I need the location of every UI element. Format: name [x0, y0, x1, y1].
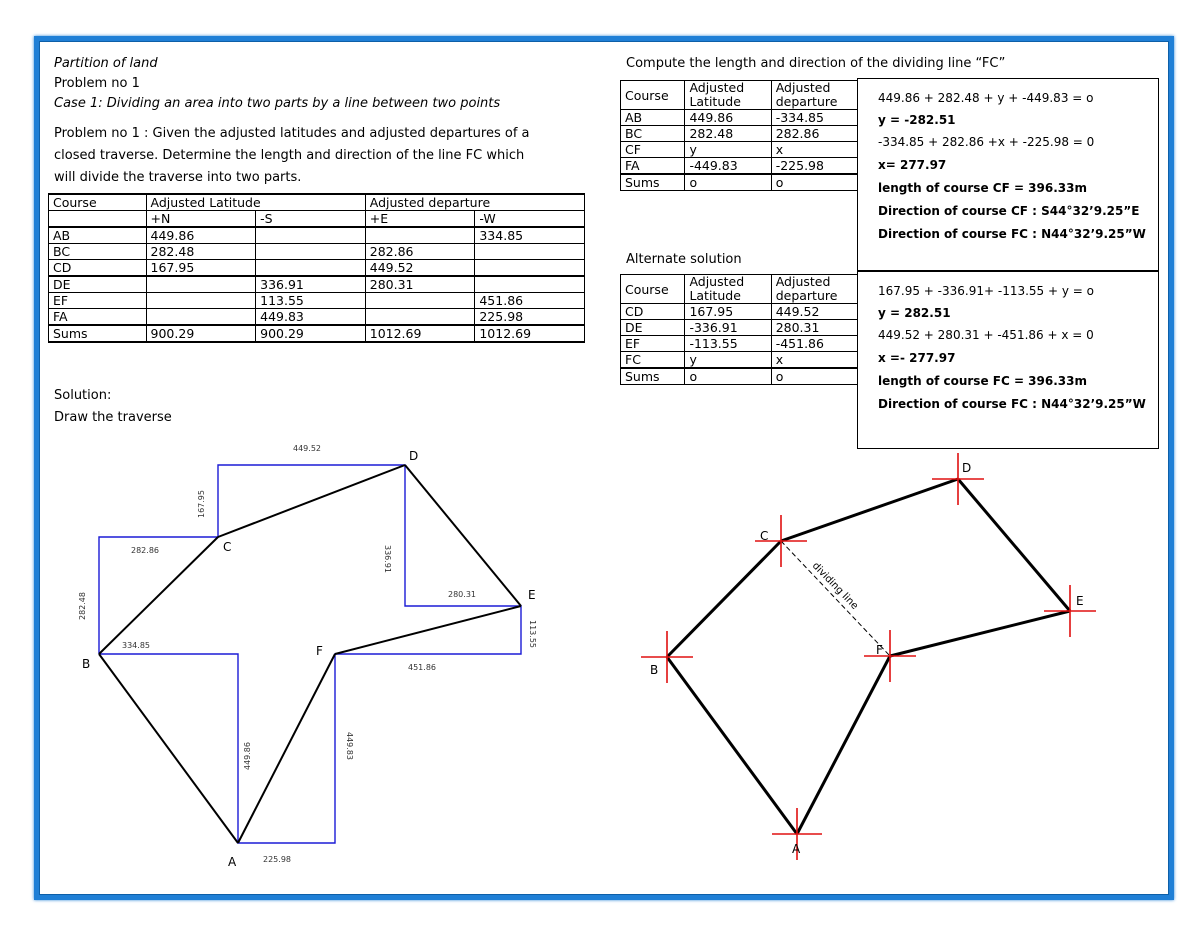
dividing-line-label: dividing line: [809, 560, 861, 612]
table-row: DE 336.91 280.31: [49, 276, 585, 293]
line-ef: [890, 611, 1070, 656]
table-row: BC 282.48 282.86: [49, 244, 585, 260]
compute-title: Compute the length and direction of the dividing line “FC”: [626, 56, 1006, 71]
table-row: EF 113.55 451.86: [49, 293, 585, 309]
header-departure: Adjusted departure: [771, 81, 857, 110]
label-b: B: [650, 663, 659, 677]
draw-label: Draw the traverse: [54, 410, 172, 425]
direction-cf: Direction of course CF : S44°32’9.25”E: [878, 204, 1140, 218]
dividing-line: [781, 541, 890, 656]
label-a: A: [792, 842, 801, 856]
solution-label: Solution:: [54, 388, 112, 403]
dim-ab-dep: 334.85: [122, 641, 150, 650]
label-b: B: [82, 657, 91, 671]
equation-departure: -334.85 + 282.86 +x + -225.98 = 0: [878, 135, 1095, 149]
header-latitude: Adjusted Latitude: [685, 275, 771, 304]
header-s: -S: [256, 211, 366, 228]
label-f: F: [316, 644, 323, 658]
label-e: E: [528, 588, 536, 602]
header-w: -W: [475, 211, 585, 228]
table-row: CF y x: [621, 142, 858, 158]
header-latitude: Adjusted Latitude: [685, 81, 771, 110]
dim-cd-lat: 167.95: [197, 490, 206, 518]
y-result: y = 282.51: [878, 306, 951, 320]
cross-f: [864, 630, 916, 682]
dim-ef-lat: 113.55: [528, 620, 537, 648]
dim-ef-dep: 451.86: [408, 663, 436, 672]
alternate-label: Alternate solution: [626, 252, 742, 267]
dim-ab-lat: 449.86: [243, 742, 252, 770]
line-de: [958, 479, 1070, 611]
point-labels: [650, 461, 1084, 856]
table-row: EF -113.55 -451.86: [621, 336, 858, 352]
header-departure: Adjusted departure: [365, 194, 584, 211]
header-course: Course: [49, 194, 147, 211]
table-row-sums: Sums o o: [621, 174, 858, 191]
x-result: x =- 277.97: [878, 351, 956, 365]
label-e: E: [1076, 594, 1084, 608]
title: Partition of land: [54, 56, 158, 71]
equation-latitude: 167.95 + -336.91+ -113.55 + y = o: [878, 284, 1094, 298]
table-row-sums: Sums o o: [621, 368, 858, 385]
label-d: D: [962, 461, 972, 475]
header-n: +N: [146, 211, 256, 228]
table-row-sums: Sums 900.29 900.29 1012.69 1012.69: [49, 325, 585, 342]
table-row: AB 449.86 -334.85: [621, 110, 858, 126]
dim-de-dep: 280.31: [448, 590, 476, 599]
label-d: D: [409, 449, 419, 463]
line-ab: [667, 657, 797, 834]
table-row: DE -336.91 280.31: [621, 320, 858, 336]
red-crosses: [641, 453, 1096, 860]
label-a: A: [228, 855, 237, 869]
table-row: CD 167.95 449.52: [49, 260, 585, 277]
table-row: CD 167.95 449.52: [621, 304, 858, 320]
problem-label: Problem no 1: [54, 76, 140, 91]
dim-fa-dep: 225.98: [263, 855, 291, 864]
label-f: F: [876, 643, 883, 657]
header-departure: Adjusted departure: [771, 275, 857, 304]
statement-line-3: will divide the traverse into two parts.: [54, 170, 302, 185]
dim-bc-dep: 282.86: [131, 546, 159, 555]
table-row: BC 282.48 282.86: [621, 126, 858, 142]
table-row: FC y x: [621, 352, 858, 369]
line-bc: [667, 541, 781, 657]
header-e: +E: [365, 211, 475, 228]
label-c: C: [760, 529, 769, 543]
table-row: FA 449.83 225.98: [49, 309, 585, 326]
header-course: Course: [621, 275, 685, 304]
table-row: FA -449.83 -225.98: [621, 158, 858, 175]
table-row: AB 449.86 334.85: [49, 227, 585, 244]
length-fc: length of course FC = 396.33m: [878, 374, 1087, 388]
statement-line-1: Problem no 1 : Given the adjusted latitudes and adjusted departures of a: [54, 126, 530, 141]
x-result: x= 277.97: [878, 158, 947, 172]
dim-fa-lat: 449.83: [345, 732, 354, 760]
case-label: Case 1: Dividing an area into two parts by a line between two points: [54, 96, 501, 111]
line-cd: [781, 479, 958, 541]
cross-e: [1044, 585, 1096, 637]
dim-cd-dep: 449.52: [293, 444, 321, 453]
statement-line-2: closed traverse. Determine the length and direction of the line FC which: [54, 148, 525, 163]
dim-bc-lat: 282.48: [78, 592, 87, 620]
header-course: Course: [621, 81, 685, 110]
direction-fc: Direction of course FC : N44°32’9.25”W: [878, 397, 1146, 411]
y-result: y = -282.51: [878, 113, 956, 127]
direction-fc: Direction of course FC : N44°32’9.25”W: [878, 227, 1146, 241]
header-latitude: Adjusted Latitude: [146, 194, 365, 211]
label-c: C: [223, 540, 232, 554]
dim-de-lat: 336.91: [383, 545, 392, 573]
cross-d: [932, 453, 984, 505]
length-cf: length of course CF = 396.33m: [878, 181, 1087, 195]
equation-latitude: 449.86 + 282.48 + y + -449.83 = o: [878, 91, 1094, 105]
line-fa: [797, 656, 890, 834]
equation-departure: 449.52 + 280.31 + -451.86 + x = 0: [878, 328, 1094, 342]
